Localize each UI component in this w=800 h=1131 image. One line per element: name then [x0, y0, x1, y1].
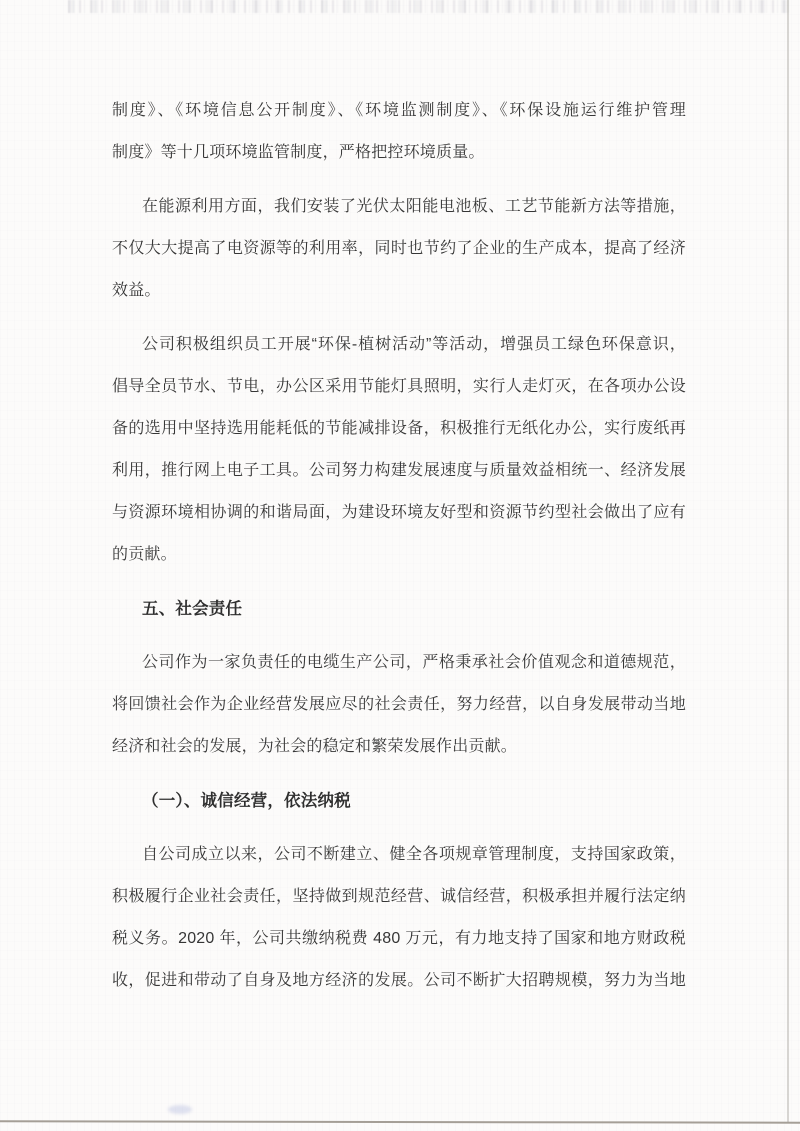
paragraph-line: 自公司成立以来，公司不断建立、健全各项规章管理制度，支持国家政策，: [142, 846, 686, 863]
paragraph-tax-payment: [112, 834, 686, 1002]
paragraph-line: 制度》、《环境信息公开制度》、《环境监测制度》、《环保设施运行维护管理: [112, 102, 686, 119]
paragraph-line: 收，促进和带动了自身及地方经济的发展。公司不断扩大招聘规模，努力为当地: [112, 972, 686, 989]
paragraph-env-systems: [112, 90, 686, 174]
paragraph-line: 不仅大大提高了电资源等的利用率，同时也节约了企业的生产成本，提高了经济: [112, 240, 686, 257]
paragraph-line: 与资源环境相协调的和谐局面，为建设环境友好型和资源节约型社会做出了应有: [112, 504, 686, 521]
paragraph-line: 将回馈社会作为企业经营发展应尽的社会责任，努力经营，以自身发展带动当地: [112, 696, 686, 713]
paragraph-line: 制度》等十几项环境监管制度，严格把控环境质量。: [112, 144, 485, 161]
document-body: [112, 90, 686, 1014]
subsection-heading-honest-operation-tax: （一）、诚信经营，依法纳税: [142, 792, 351, 810]
paragraph-energy-use: [112, 186, 686, 312]
paragraph-line: 公司积极组织员工开展“环保-植树活动”等活动，增强员工绿色环保意识，: [142, 336, 686, 353]
paragraph-green-activities: [112, 324, 686, 576]
scan-noise-artifact: [68, 0, 794, 13]
paragraph-line: 积极履行企业社会责任，坚持做到规范经营、诚信经营，积极承担并履行法定纳: [112, 888, 686, 905]
page-edge-right: [787, 0, 789, 1122]
paragraph-line: 效益。: [112, 282, 161, 299]
paragraph-line: 的贡献。: [112, 546, 177, 563]
paragraph-line: 公司作为一家负责任的电缆生产公司，严格秉承社会价值观念和道德规范，: [142, 654, 686, 671]
paragraph-line: 税义务。2020 年，公司共缴纳税费 480 万元，有力地支持了国家和地方财政税: [112, 930, 686, 947]
scan-speck-artifact: [168, 1105, 192, 1114]
section-heading-social-responsibility: 五、社会责任: [142, 600, 243, 618]
paragraph-responsible-company: [112, 642, 686, 768]
page-edge-bottom: [0, 1120, 800, 1123]
paragraph-line: 利用，推行网上电子工具。公司努力构建发展速度与质量效益相统一、经济发展: [112, 462, 686, 479]
paragraph-line: 备的选用中坚持选用能耗低的节能减排设备，积极推行无纸化办公，实行废纸再: [112, 420, 686, 437]
paragraph-line: 在能源利用方面，我们安装了光伏太阳能电池板、工艺节能新方法等措施，: [142, 198, 686, 215]
paragraph-line: 经济和社会的发展，为社会的稳定和繁荣发展作出贡献。: [112, 738, 518, 755]
paragraph-line: 倡导全员节水、节电，办公区采用节能灯具照明，实行人走灯灭，在各项办公设: [112, 378, 686, 395]
